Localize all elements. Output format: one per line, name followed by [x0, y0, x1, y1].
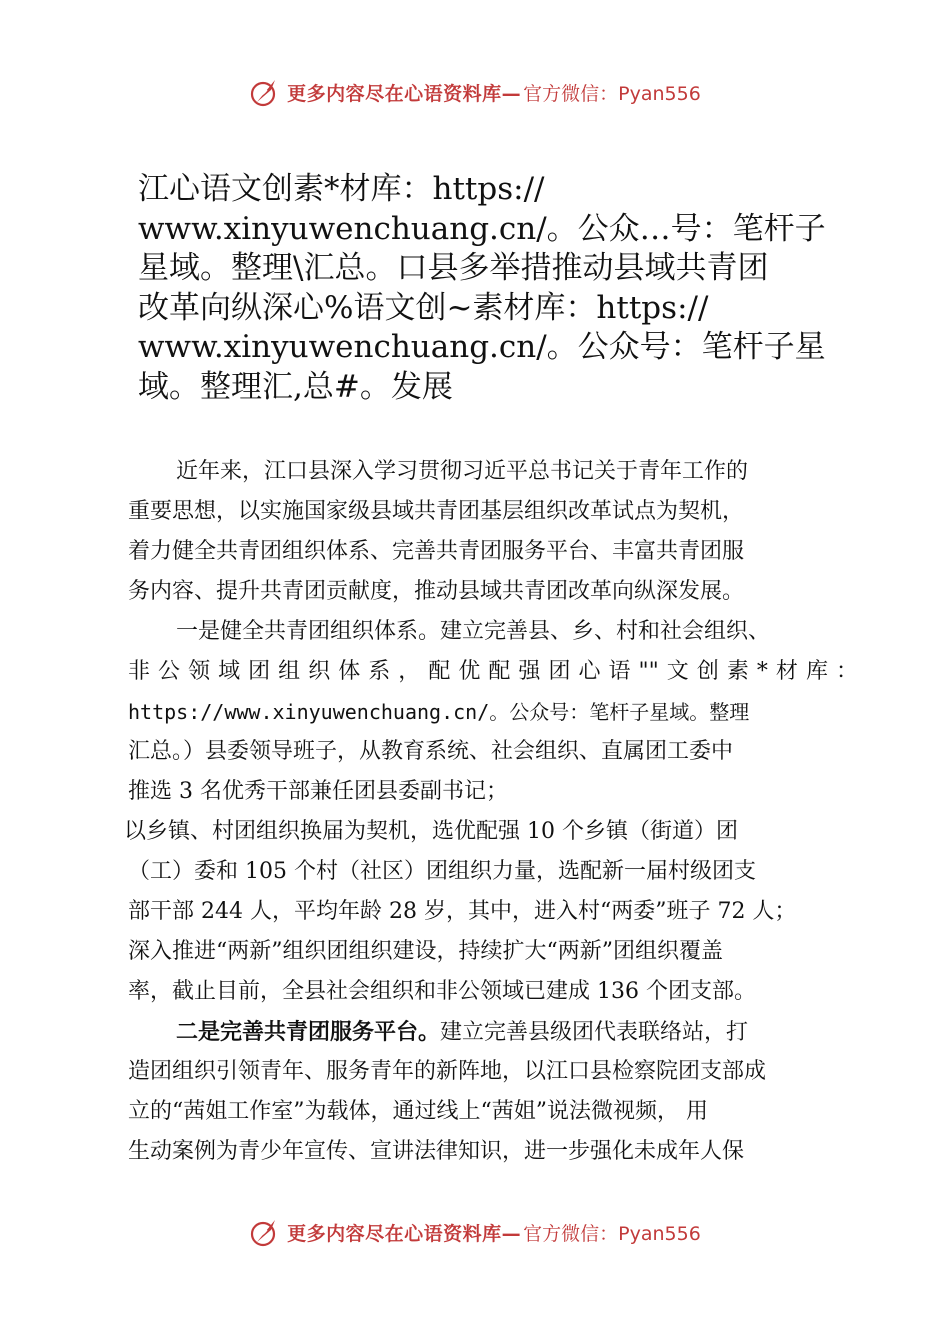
- banner-text: 更多内容尽在心语资料库—: [287, 1222, 522, 1245]
- paragraph-organization: [124, 612, 858, 1012]
- text-line: 近年来，江口县深入学习贯彻习近平总书记关于青年工作的: [176, 459, 749, 484]
- heading-line: 星域。整理\汇总。口县多举措推动县域共青团: [138, 250, 769, 286]
- text-line: 推选 3 名优秀干部兼任团县委副书记；: [128, 779, 508, 804]
- text-line: 立的“茜姐工作室”为载体，通过线上“茜姐”说法微视频， 用: [128, 1099, 708, 1124]
- text-line: （工）委和 105 个村（社区）团组织力量，选配新一届村级团支: [128, 859, 756, 884]
- header-banner: [0, 70, 950, 114]
- heading-line: 改革向纵深心%语文创~素材库：https://: [138, 289, 709, 326]
- text-line: 率，截止目前，全县社会组织和非公领域已建成 136 个团支部。: [128, 979, 756, 1004]
- text-line: https://www.xinyuwenchuang.cn/。公众号：笔杆子星域。整理: [128, 700, 750, 724]
- text-line: 重要思想，以实施国家级县域共青团基层组织改革试点为契机，: [128, 499, 745, 524]
- text-line: 以乡镇、村团组织换届为契机，选优配强 10 个乡镇（街道）团: [124, 819, 738, 844]
- quill-circle-logo: [249, 1216, 281, 1248]
- banner-text: 更多内容尽在心语资料库—: [287, 82, 522, 105]
- banner-wechat: 官方微信：Pyan556: [523, 1222, 701, 1245]
- text-line: 一是健全共青团组织体系。建立完善县、乡、村和社会组织、: [176, 619, 771, 644]
- heading-line: www.xinyuwenchuang.cn/。公众…号：笔杆子: [138, 210, 826, 247]
- heading-line: 江心语文创素*材库：https://: [138, 171, 545, 207]
- heading-line: www.xinyuwenchuang.cn/。公众号：笔杆子星: [138, 329, 826, 365]
- paragraph-service-platform: [128, 1012, 858, 1172]
- text-line: 非公领域团组织体系，配优配强团心语""文创素*材库：: [128, 659, 858, 684]
- text-line: 汇总。）县委领导班子，从教育系统、社会组织、直属团工委中: [128, 739, 734, 764]
- text-line: [128, 1012, 858, 1052]
- text-line: 着力健全共青团组织体系、完善共青团服务平台、丰富共青团服: [128, 539, 745, 564]
- section-lead: 二是完善共青团服务平台。: [176, 1019, 441, 1045]
- text-line: 造团组织引领青年、服务青年的新阵地，以江口县检察院团支部成: [128, 1059, 767, 1084]
- document-body: [124, 452, 858, 1172]
- text-line: 生动案例为青少年宣传、宣讲法律知识，进一步强化未成年人保: [128, 1139, 745, 1164]
- text-line: 部干部 244 人，平均年龄 28 岁，其中，进入村“两委”班子 72 人；: [128, 899, 797, 924]
- footer-banner: [0, 1210, 950, 1254]
- text-fragment: 建立完善县级团代表联络站，打: [440, 1020, 749, 1045]
- banner-wechat: 官方微信：Pyan556: [523, 82, 701, 105]
- heading-line: 域。整理汇,总#。发展: [138, 368, 453, 405]
- text-line: 务内容、提升共青团贡献度，推动县域共青团改革向纵深发展。: [128, 579, 745, 604]
- text-line: 深入推进“两新”组织团组织建设，持续扩大“两新”团组织覆盖: [128, 939, 723, 964]
- quill-circle-logo: [249, 76, 281, 108]
- document-heading: [138, 170, 858, 407]
- paragraph-intro: [128, 452, 858, 612]
